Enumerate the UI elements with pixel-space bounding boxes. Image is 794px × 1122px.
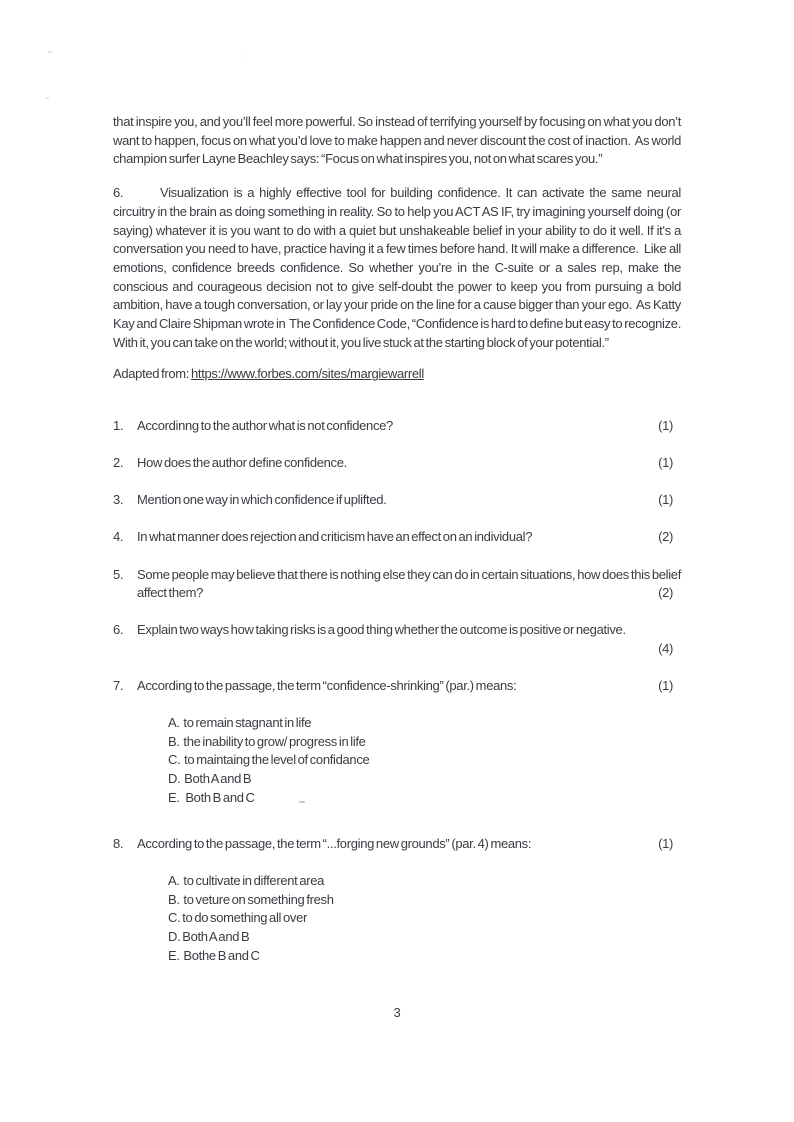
passage-paragraph-continuation: that inspire you, and you’ll feel more powerful. So instead of terrifying yourself by focusing on what you don’t want to happen, focus on what you’d love to make happen and never discount the cost of inaction. As world champion surfer Layne Beachley says: “Focus on what inspires you, not on what scares you.” [113,114,683,167]
question-text: According to the passage, the term “...forging new grounds” (par. 4) means: [137,836,532,852]
question-marks: (1) [658,836,673,852]
question-text: Accordinng to the author what is not confidence? [137,418,393,434]
question-text: How does the author define confidence. [137,455,347,471]
option-e: E. Bothe B and C [168,947,260,963]
passage-paragraph-6 [113,184,681,352]
paragraph-number: 6. [113,185,124,201]
question-text: Some people may believe that there is nothing else they can do in certain situations, how does this belief affect them? [137,566,681,601]
question-text: According to the passage, the term “confidence-shrinking” (par.) means: [137,678,517,694]
option-a: A. to remain stagnant in life [168,714,312,730]
question-number: 3. [113,492,124,508]
question-number: 7. [113,678,124,694]
question-number: 5. [113,566,124,582]
question-1 [113,417,681,436]
question-7-options [137,714,681,808]
question-6 [113,621,681,658]
paragraph-6-text: Visualization is a highly effective tool for building confidence. It can activate the same neural circuitry in the brain as doing something in reality. So to help you ACT AS IF, try imagining yourself doing (or saying) whatever it is you want to do with a quiet but unshakeable belief in your ability to do it well. If it's a conversation you need to have, practice having it a few times before hand. It will make a difference. Like all emotions, confidence breeds confidence. So whether you’re in the C-suite or a sales rep, make the conscious and courageous decision not to give self-doubt the power to keep you from pursuing a bold ambition, have a tough conversation, or lay your pride on the line for a cause bigger than your ego. As Katty Kay and Claire Shipman wrote in The Confidence Code, “Confidence is hard to define but easy to recognize. With it, you can take on the world; without it, you live stuck at the starting block of your potential.” [113,185,683,350]
question-text: Explain two ways how taking risks is a good thing whether the outcome is positive or negative. [137,622,626,638]
questions-list [113,417,681,965]
scan-artifact [48,51,52,53]
source-attribution [113,365,681,384]
question-number: 8. [113,836,124,852]
question-marks: (4) [658,641,673,657]
question-number: 2. [113,455,124,471]
question-marks: (1) [658,678,673,694]
option-d: D. Both A and B [168,770,252,786]
option-b: B. the inability to grow/ progress in life [168,733,366,749]
question-8 [113,835,681,965]
question-text: In what manner does rejection and criticism have an effect on an individual? [137,529,533,545]
question-marks: (1) [658,455,673,471]
option-a: A. to cultivate in different area [168,873,325,889]
question-number: 1. [113,418,124,434]
option-b: B. to veture on something fresh [168,891,334,907]
question-marks: (1) [658,492,673,508]
question-8-options [137,872,681,966]
question-marks: (1) [658,418,673,434]
source-label: Adapted from: [113,366,191,382]
question-3 [113,491,681,510]
page-number: 3 [393,1005,401,1020]
question-7 [113,677,681,807]
option-e: E. Both B and C [168,789,255,805]
question-2 [113,454,681,473]
option-d: D. Both A and B [168,929,250,945]
question-number: 6. [113,622,124,638]
question-5 [113,566,681,603]
question-text: Mention one way in which confidence if uplifted. [137,492,387,508]
source-link[interactable]: https://www.forbes.com/sites/margiewarrell [191,366,424,382]
option-c: C. to do something all over [168,910,307,926]
question-4 [113,528,681,547]
scan-artifact [46,97,49,99]
question-number: 4. [113,529,124,545]
question-marks: (2) [658,529,673,545]
question-marks: (2) [658,585,673,601]
page-content [113,0,681,984]
option-c: C. to maintaing the level of confidance [168,752,370,768]
